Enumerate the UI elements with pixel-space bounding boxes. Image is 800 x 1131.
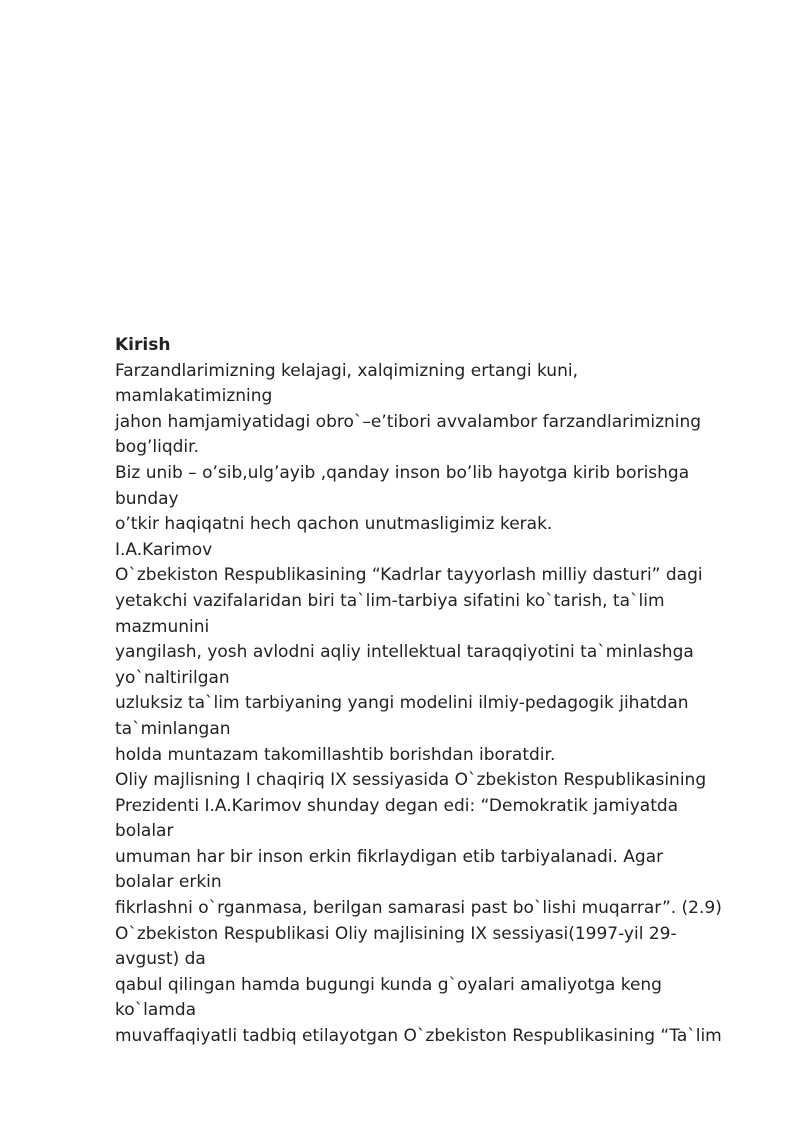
- text-line: ko`lamda: [115, 1000, 197, 1021]
- section-heading: Kirish: [115, 335, 171, 355]
- text-line: O`zbekiston Respublikasi Oliy majlisining IX sessiyasi(1997-yil 29-: [115, 923, 677, 944]
- text-line: uzluksiz ta`lim tarbiyaning yangi modelini ilmiy-pedagogik jihatdan: [115, 693, 689, 714]
- text-line: muvaffaqiyatli tadbiq etilayotgan O`zbekiston Respublikasining “Ta`lim: [115, 1026, 722, 1047]
- text-line: bunday: [115, 488, 179, 509]
- text-line: mamlakatimizning: [115, 386, 273, 407]
- text-line: Oliy majlisning I chaqiriq IX sessiyasida O`zbekiston Respublikasining: [115, 770, 707, 791]
- text-line: O`zbekiston Respublikasining “Kadrlar tayyorlash milliy dasturi” dagi: [115, 565, 703, 586]
- text-line: bolalar: [115, 821, 174, 842]
- text-line: avgust) da: [115, 949, 206, 970]
- text-line: o’tkir haqiqatni hech qachon unutmasligimiz kerak.: [115, 514, 553, 535]
- author-signature: I.A.Karimov: [115, 539, 213, 560]
- text-line: bog’liqdir.: [115, 437, 199, 458]
- text-line: ta`minlangan: [115, 718, 231, 739]
- text-line: yo`naltirilgan: [115, 667, 230, 688]
- text-line: jahon hamjamiyatidagi obro`–e’tibori avvalambor farzandlarimizning: [115, 411, 702, 432]
- text-line: Biz unib – o’sib,ulg’ayib ,qanday inson bo’lib hayotga kirib borishga: [115, 462, 690, 483]
- text-line: Farzandlarimizning kelajagi, xalqimizning ertangi kuni,: [115, 360, 578, 381]
- text-line: mazmunini: [115, 616, 210, 637]
- text-line: holda muntazam takomillashtib borishdan iboratdir.: [115, 744, 556, 765]
- text-line: yetakchi vazifalaridan biri ta`lim-tarbiya sifatini ko`tarish, ta`lim: [115, 590, 665, 611]
- text-line: umuman har bir inson erkin fikrlaydigan etib tarbiyalanadi. Agar: [115, 846, 664, 867]
- document-body: [115, 333, 745, 1050]
- text-line: fikrlashni o`rganmasa, berilgan samarasi past bo`lishi muqarrar”. (2.9): [115, 898, 722, 919]
- text-line: yangilash, yosh avlodni aqliy intellektual taraqqiyotini ta`minlashga: [115, 642, 694, 663]
- text-line: Prezidenti I.A.Karimov shunday degan edi: “Demokratik jamiyatda: [115, 795, 679, 816]
- text-line: bolalar erkin: [115, 872, 222, 893]
- text-line: qabul qilingan hamda bugungi kunda g`oyalari amaliyotga keng: [115, 974, 662, 995]
